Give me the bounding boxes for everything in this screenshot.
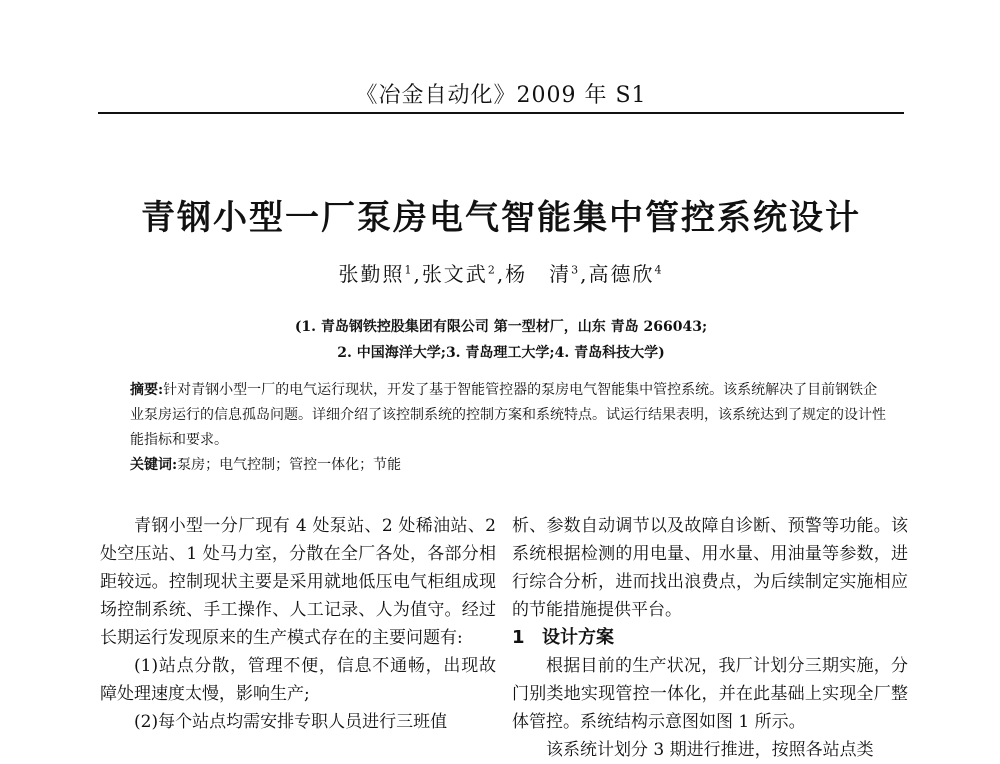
abstract (130, 378, 890, 453)
body-paragraph: 根据目前的生产状况，我厂计划分三期实施，分门别类地实现管控一体化，并在此基础上实现全厂整体管控。系统结构示意图如图 1 所示。 (512, 656, 908, 732)
author-name: 高德欣 (588, 262, 655, 286)
paper-title: 青钢小型一厂泵房电气智能集中管控系统设计 (141, 198, 861, 238)
author-name: 张文武 (421, 262, 488, 286)
body-paragraph: 该系统计划分 3 期进行推进，按照各站点类 (546, 740, 874, 760)
section-number: 1 (512, 627, 525, 648)
keywords-label: 关键词: (130, 457, 178, 473)
running-head: 《冶金自动化》2009 年 S1 (355, 83, 647, 108)
author-affil-mark: 4 (654, 263, 664, 277)
body-paragraph: (2)每个站点均需安排专职人员进行三班值 (134, 712, 448, 732)
body-paragraph: 析、参数自动调节以及故障自诊断、预警等功能。该系统根据检测的用电量、用水量、用油量等参数，进行综合分析，进而找出浪费点，为后续制定实施相应的节能措施提供平台。 (512, 516, 908, 620)
author-affil-mark: 3 (571, 263, 581, 277)
keywords-text: 泵房；电气控制；管控一体化；节能 (177, 457, 402, 473)
author-list: 张勤照$^1$,张文武$^2$,杨 清$^3$,高德欣$^4$ (338, 262, 664, 286)
section-heading (512, 624, 908, 652)
abstract-text: 针对青钢小型一厂的电气运行现状，开发了基于智能管控器的泵房电气智能集中管控系统。该系统解决了目前钢铁企业泵房运行的信息孤岛问题。详细介绍了该控制系统的控制方案和系统特点。试运行结果表明，该系统达到了规定的设计性能指标和要求。 (130, 382, 886, 448)
abstract-label: 摘要: (130, 382, 164, 398)
affiliation-line-2: 2. 中国海洋大学;3. 青岛理工大学;4. 青岛科技大学) (337, 345, 665, 361)
author-affil-mark: 2 (487, 263, 497, 277)
left-column (100, 512, 496, 736)
abstract-block (130, 378, 890, 478)
author-affil-mark: 1 (404, 263, 414, 277)
right-column (512, 512, 908, 764)
author-name: 张勤照 (338, 262, 405, 286)
header-rule (98, 112, 904, 114)
keywords (130, 453, 890, 478)
body-paragraph: 青钢小型一分厂现有 4 处泵站、2 处稀油站、2 处空压站、1 处马力室，分散在全厂各处，各部分相距较远。控制现状主要是采用就地低压电气柜组成现场控制系统、手工操作、人工记录、人为值守。经过长期运行发现原来的生产模式存在的主要问题有: (100, 516, 496, 648)
body-paragraph: (1)站点分散，管理不便，信息不通畅，出现故障处理速度太慢，影响生产; (100, 656, 496, 704)
affiliation-line-1: (1. 青岛钢铁控股集团有限公司 第一型材厂，山东 青岛 266043; (294, 319, 708, 335)
author-name: 杨 清 (505, 262, 572, 286)
section-title: 设计方案 (542, 627, 614, 648)
